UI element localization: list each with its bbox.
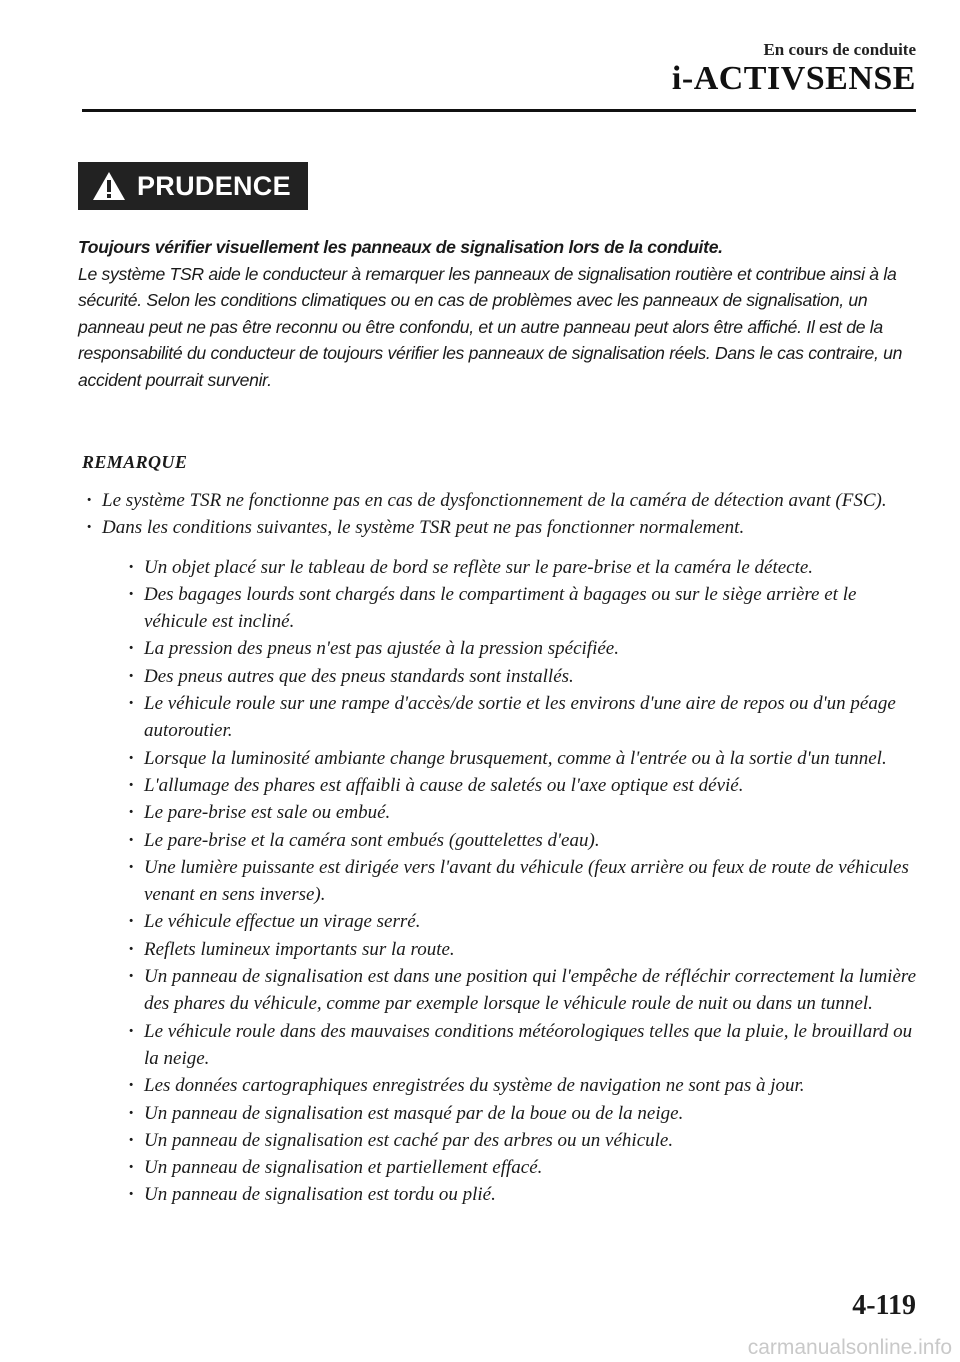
list-item: · Une lumière puissante est dirigée vers l'avant du véhicule (feux arrière ou feux de route de véhicules venant en sens inverse).: [102, 854, 920, 909]
list-item: · L'allumage des phares est affaibli à cause de saletés ou l'axe optique est dévié.: [102, 772, 920, 799]
list-item: · Le véhicule roule sur une rampe d'accès/de sortie et les environs d'une aire de repos ou d'un péage autoroutier.: [102, 690, 920, 745]
condition-list: [102, 554, 920, 1209]
list-item: · Un objet placé sur le tableau de bord se reflète sur le pare-brise et la caméra le détecte.: [102, 554, 920, 581]
note-item-conditions: [80, 514, 920, 1208]
list-item: · Un panneau de signalisation est masqué par de la boue ou de la neige.: [102, 1100, 920, 1127]
caution-body: Le système TSR aide le conducteur à remarquer les panneaux de signalisation routière et contribue ainsi à la sécurité. Selon les conditions climatiques ou en cas de problèmes avec les panneaux de signalisation, un panneau peut ne pas être reconnu ou être confondu, et un autre panneau peut alors être affiché. Il est de la responsabilité du conducteur de toujours vérifier les panneaux de signalisation réels. Dans le cas contraire, un accident pourrait survenir.: [78, 263, 903, 390]
note-list: [80, 487, 920, 1209]
watermark: carmanualsonline.info: [747, 1336, 952, 1359]
list-item: · Reflets lumineux importants sur la route.: [102, 936, 920, 963]
list-item: · Le véhicule roule dans des mauvaises conditions météorologiques telles que la pluie, le brouillard ou la neige.: [102, 1018, 920, 1073]
list-item: · Le véhicule effectue un virage serré.: [102, 908, 920, 935]
warning-triangle-icon: [91, 170, 127, 202]
caution-lead: Toujours vérifier visuellement les panneaux de signalisation lors de la conduite.: [78, 237, 723, 257]
header-section: En cours de conduite: [763, 40, 916, 59]
list-item: · Un panneau de signalisation est caché par des arbres ou un véhicule.: [102, 1127, 920, 1154]
list-item: · Lorsque la luminosité ambiante change brusquement, comme à l'entrée ou à la sortie d'un tunnel.: [102, 745, 920, 772]
caution-text: [78, 234, 918, 394]
list-item: · Un panneau de signalisation est tordu ou plié.: [102, 1181, 920, 1208]
list-item: · Un panneau de signalisation et partiellement effacé.: [102, 1154, 920, 1181]
list-item: · Des bagages lourds sont chargés dans le compartiment à bagages ou sur le siège arrière et le véhicule est incliné.: [102, 581, 920, 636]
note-item-fsc: · Le système TSR ne fonctionne pas en cas de dysfonctionnement de la caméra de détection avant (FSC).: [80, 487, 920, 514]
list-item: · Un panneau de signalisation est dans une position qui l'empêche de réfléchir correctement la lumière des phares du véhicule, comme par exemple lorsque le véhicule roule de nuit ou dans un tunnel.: [102, 963, 920, 1018]
list-item: · Le pare-brise est sale ou embué.: [102, 799, 920, 826]
header-rule: [82, 109, 916, 112]
list-item: · Le pare-brise et la caméra sont embués (gouttelettes d'eau).: [102, 827, 920, 854]
caution-label: PRUDENCE: [137, 170, 291, 201]
list-item: · Des pneus autres que des pneus standards sont installés.: [102, 663, 920, 690]
header-chapter: i-ACTIVSENSE: [671, 60, 916, 97]
caution-box: [78, 162, 308, 210]
note-item-conditions-label: Dans les conditions suivantes, le système TSR peut ne pas fonctionner normalement.: [102, 517, 745, 539]
list-item: · Les données cartographiques enregistrées du système de navigation ne sont pas à jour.: [102, 1072, 920, 1099]
page-number: 4-119: [852, 1290, 916, 1321]
list-item: · La pression des pneus n'est pas ajustée à la pression spécifiée.: [102, 635, 920, 662]
note-heading: REMARQUE: [82, 452, 188, 472]
